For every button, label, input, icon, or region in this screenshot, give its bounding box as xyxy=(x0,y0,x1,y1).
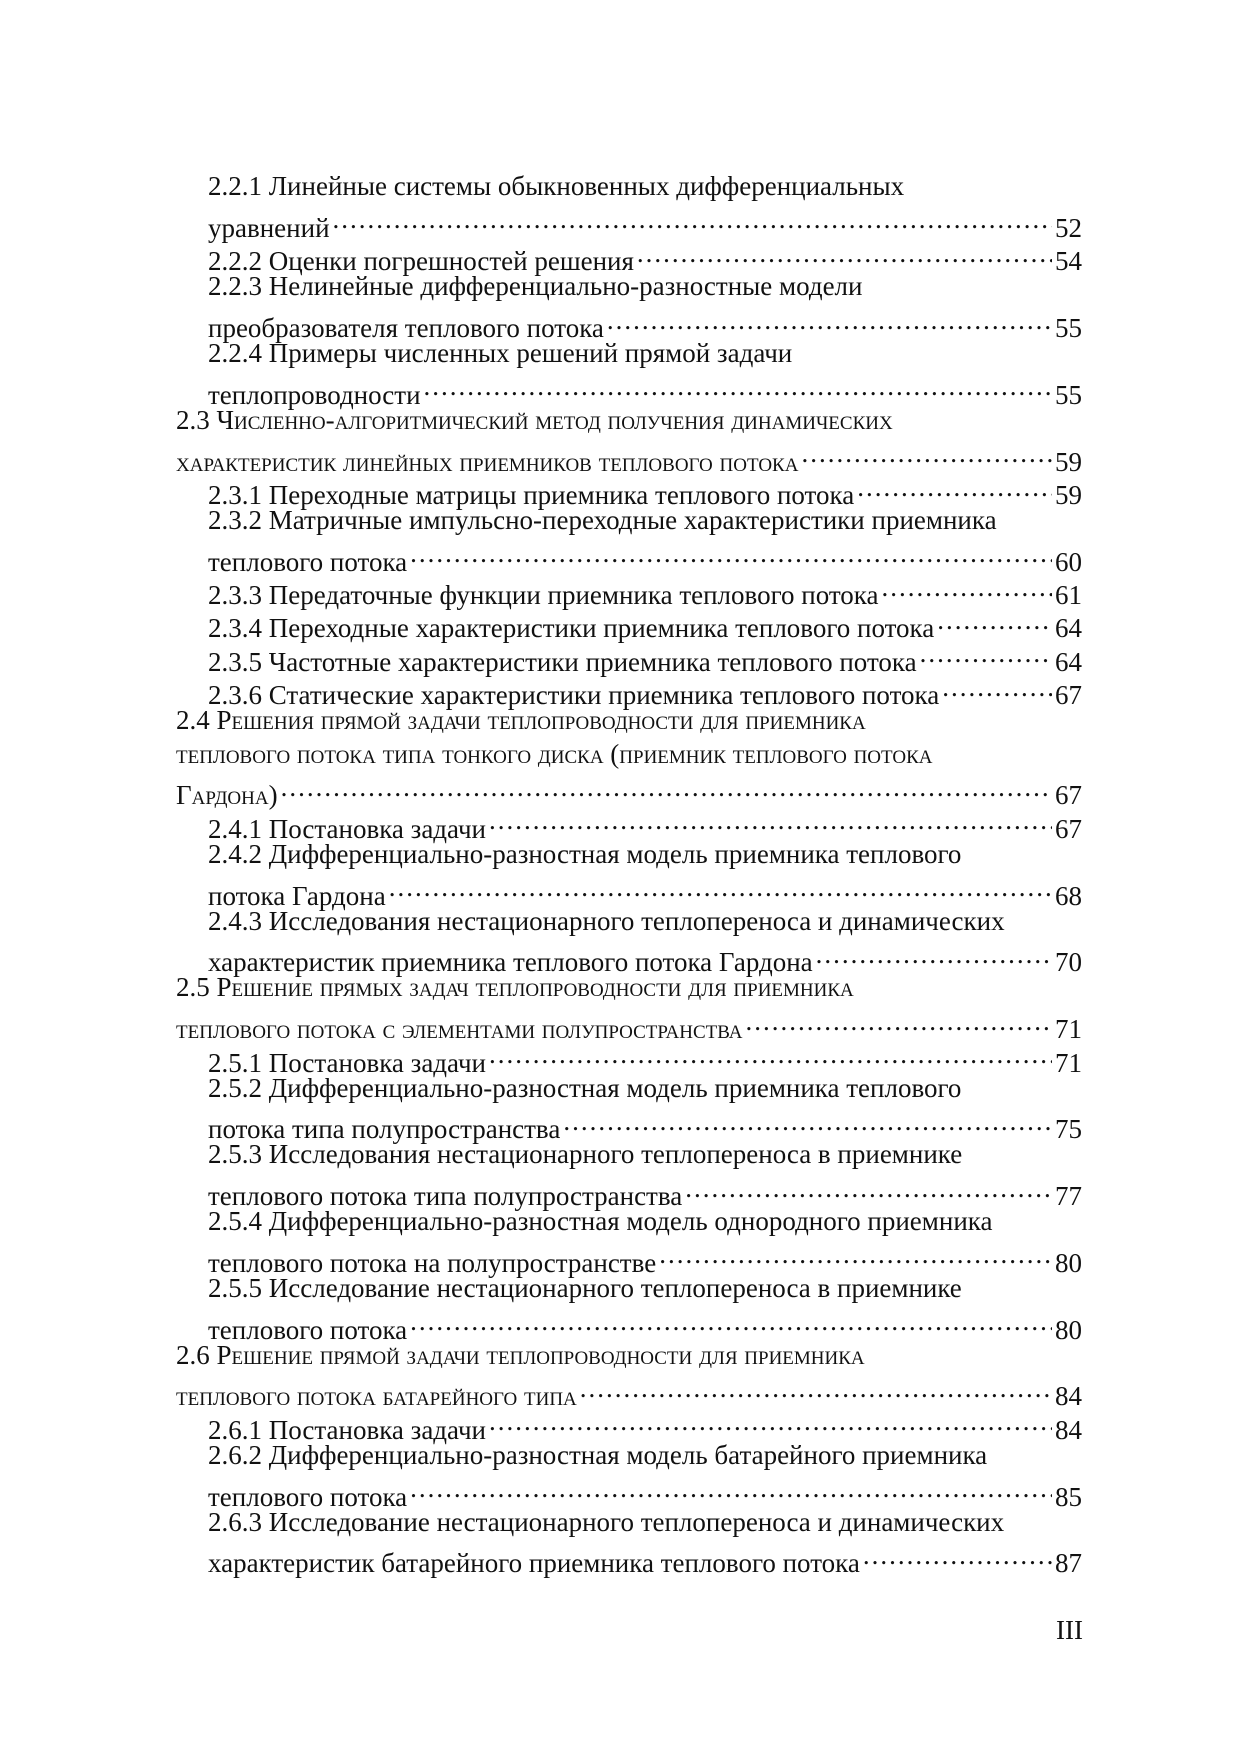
toc-entry-text: 2.6.3 Исследование нестационарного теплопереноса и динамических xyxy=(208,1506,1005,1537)
dot-leader xyxy=(745,1005,1052,1038)
toc-entry-text: 2.3.5 Частотные характеристики приемника теплового потока xyxy=(208,646,917,677)
toc-entry-line xyxy=(176,537,1082,577)
toc-entry-line xyxy=(176,370,1082,410)
toc-entry-line xyxy=(176,1105,1082,1145)
toc-page-number: 64 xyxy=(1055,613,1082,644)
toc-entry-line xyxy=(176,1472,1082,1512)
table-of-contents xyxy=(176,170,1082,1579)
toc-entry-text: 2.5.4 Дифференциально-разностная модель однородного приемника xyxy=(208,1206,993,1237)
toc-entry-line xyxy=(176,1272,1082,1305)
toc-entry-text: теплового потока на полупространстве xyxy=(208,1247,657,1278)
dot-leader xyxy=(659,1239,1052,1272)
toc-page-number: 84 xyxy=(1055,1381,1082,1412)
toc-entry-line xyxy=(176,1539,1082,1579)
toc-entry-line xyxy=(176,738,1082,771)
toc-page-number: 71 xyxy=(1055,1047,1082,1078)
dot-leader xyxy=(281,771,1052,804)
toc-entry-line xyxy=(176,704,1082,737)
dot-leader xyxy=(937,604,1052,637)
toc-page-number: 64 xyxy=(1055,646,1082,677)
toc-entry-line xyxy=(176,838,1082,871)
toc-page-number: 80 xyxy=(1055,1314,1082,1345)
toc-entry xyxy=(176,1072,1082,1145)
dot-leader xyxy=(801,437,1052,470)
toc-entry-text: 2.5.2 Дифференциально-разностная модель приемника теплового xyxy=(208,1072,962,1103)
toc-entry-text: 2.4.3 Исследования нестационарного теплопереноса и динамических xyxy=(208,905,1005,936)
toc-entry-text: 2.3.4 Переходные характеристики приемника теплового потока xyxy=(208,613,935,644)
toc-entry-text: теплового потока с элементами полупространства xyxy=(176,1014,743,1045)
dot-leader xyxy=(410,1472,1052,1505)
toc-entry xyxy=(176,905,1082,978)
toc-entry-text: теплового потока батарейного типа xyxy=(176,1381,577,1412)
toc-entry-line xyxy=(176,1172,1082,1212)
dot-leader xyxy=(333,203,1052,236)
dot-leader xyxy=(563,1105,1052,1138)
dot-leader xyxy=(410,537,1052,570)
toc-entry xyxy=(176,1439,1082,1512)
dot-leader xyxy=(637,237,1052,270)
toc-entry-line xyxy=(176,804,1082,844)
toc-entry xyxy=(176,1272,1082,1345)
toc-entry-text: 2.5.5 Исследование нестационарного теплопереноса в приемнике xyxy=(208,1272,962,1303)
toc-entry-text: преобразователя теплового потока xyxy=(208,312,604,343)
toc-entry-text: 2.5.1 Постановка задачи xyxy=(208,1047,486,1078)
toc-page-number: 87 xyxy=(1055,1548,1082,1579)
toc-entry-text: 2.2.1 Линейные системы обыкновенных дифференциальных xyxy=(208,171,905,201)
toc-entry-line xyxy=(176,1138,1082,1171)
toc-page-number: 77 xyxy=(1055,1181,1082,1212)
dot-leader xyxy=(920,637,1052,670)
dot-leader xyxy=(857,471,1052,504)
toc-page-number: 54 xyxy=(1055,246,1082,277)
dot-leader xyxy=(881,571,1052,604)
toc-entry-line xyxy=(176,905,1082,938)
toc-entry-text: 2.3.1 Переходные матрицы приемника теплового потока xyxy=(208,479,855,510)
toc-entry-line xyxy=(176,437,1082,477)
toc-entry-text: потока типа полупространства xyxy=(208,1114,561,1145)
dot-leader xyxy=(424,370,1052,403)
toc-entry xyxy=(176,1205,1082,1278)
toc-entry-text: характеристик линейных приемников теплового потока xyxy=(176,446,799,477)
toc-entry-line xyxy=(176,1506,1082,1539)
toc-entry-text: 2.4 Решения прямой задачи теплопроводности для приемника xyxy=(176,705,866,736)
toc-entry-text: теплопроводности xyxy=(208,379,421,410)
toc-entry-text: теплового потока xyxy=(208,546,408,577)
toc-entry-line xyxy=(176,1072,1082,1105)
toc-entry xyxy=(176,838,1082,911)
page-number: III xyxy=(1056,1615,1083,1645)
toc-entry-text: теплового потока типа тонкого диска (приемник теплового потока xyxy=(176,738,933,769)
toc-entry xyxy=(176,504,1082,577)
toc-entry xyxy=(176,337,1082,410)
toc-page-number: 75 xyxy=(1055,1114,1082,1145)
toc-entry xyxy=(176,1339,1082,1412)
toc-page-number: 67 xyxy=(1055,680,1082,711)
toc-entry-line xyxy=(176,504,1082,537)
toc-page-number: 55 xyxy=(1055,379,1082,410)
toc-entry-line xyxy=(176,938,1082,978)
dot-leader xyxy=(580,1372,1052,1405)
dot-leader xyxy=(410,1305,1052,1338)
toc-page-number: 67 xyxy=(1055,813,1082,844)
toc-entry-text: 2.4.1 Постановка задачи xyxy=(208,813,486,844)
dot-leader xyxy=(816,938,1052,971)
toc-entry-text: 2.3.2 Матричные импульсно-переходные характеристики приемника xyxy=(208,504,997,535)
toc-entry-text: теплового потока типа полупространства xyxy=(208,1181,683,1212)
toc-entry-text: 2.2.3 Нелинейные дифференциально-разностные модели xyxy=(208,271,863,302)
toc-entry-text: 2.6.2 Дифференциально-разностная модель батарейного приемника xyxy=(208,1439,988,1470)
toc-entry xyxy=(176,404,1082,477)
toc-page-number: 59 xyxy=(1055,479,1082,510)
toc-entry-text: 2.2.4 Примеры численных решений прямой задачи xyxy=(208,337,793,368)
toc-page-number: 68 xyxy=(1055,880,1082,911)
toc-page-number: 60 xyxy=(1055,546,1082,577)
dot-leader xyxy=(389,871,1052,904)
toc-entry xyxy=(176,1506,1082,1579)
toc-entry-text: теплового потока xyxy=(208,1481,408,1512)
toc-entry-line xyxy=(176,971,1082,1004)
toc-entry-text: 2.5 Решение прямых задач теплопроводности для приемника xyxy=(176,972,854,1003)
toc-entry-line xyxy=(176,337,1082,370)
toc-entry-text: теплового потока xyxy=(208,1314,408,1345)
dot-leader xyxy=(863,1539,1052,1572)
dot-leader xyxy=(685,1172,1052,1205)
dot-leader xyxy=(489,1405,1052,1438)
toc-entry-text: 2.5.3 Исследования нестационарного теплопереноса в приемнике xyxy=(208,1139,963,1170)
toc-entry-line xyxy=(176,1239,1082,1278)
toc-page-number: 84 xyxy=(1055,1414,1082,1445)
toc-entry-text: 2.6.1 Постановка задачи xyxy=(208,1414,486,1445)
toc-entry-text: 2.3.6 Статические характеристики приемника теплового потока xyxy=(208,680,940,711)
toc-entry-text: уравнений xyxy=(208,212,330,243)
toc-entry xyxy=(176,1138,1082,1212)
toc-entry-text: 2.3.3 Передаточные функции приемника теплового потока xyxy=(208,580,879,611)
toc-entry-line xyxy=(176,304,1082,343)
toc-entry-text: 2.6 Решение прямой задачи теплопроводности для приемника xyxy=(176,1339,865,1370)
toc-entry-line xyxy=(176,404,1082,437)
toc-entry-text: 2.4.2 Дифференциально-разностная модель приемника теплового xyxy=(208,838,962,869)
toc-entry-line xyxy=(176,1439,1082,1472)
toc-entry-line xyxy=(176,1339,1082,1372)
toc-page-number: 71 xyxy=(1055,1014,1082,1045)
toc-entry-text: 2.2.2 Оценки погрешностей решения xyxy=(208,246,634,277)
toc-page-number: 59 xyxy=(1055,446,1082,477)
toc-entry-text: характеристик приемника теплового потока Гардона xyxy=(208,947,813,978)
dot-leader xyxy=(489,1038,1052,1071)
toc-entry-line xyxy=(176,871,1082,911)
toc-entry xyxy=(176,170,1082,243)
toc-entry-line xyxy=(176,203,1082,243)
toc-entry-line xyxy=(176,1205,1082,1238)
toc-entry xyxy=(176,971,1082,1045)
toc-entry-line xyxy=(176,1305,1082,1345)
toc-page-number: 61 xyxy=(1055,580,1082,611)
toc-page-number: 70 xyxy=(1055,947,1082,978)
toc-page-number: 67 xyxy=(1055,780,1082,811)
toc-page-number: 55 xyxy=(1055,312,1082,343)
toc-entry xyxy=(176,804,1082,844)
dot-leader xyxy=(489,804,1052,837)
dot-leader xyxy=(942,671,1052,704)
toc-page-number: 80 xyxy=(1055,1247,1082,1278)
toc-entry-text: 2.3 Численно-алгоритмический метод получения динамических xyxy=(176,404,893,435)
toc-entry-line xyxy=(176,1005,1082,1045)
toc-entry xyxy=(176,270,1082,343)
toc-entry-line xyxy=(176,771,1082,811)
dot-leader xyxy=(607,304,1052,337)
toc-entry-text: Гардона) xyxy=(176,780,278,811)
toc-entry xyxy=(176,704,1082,811)
toc-entry-text: потока Гардона xyxy=(208,880,386,911)
toc-page-number: 52 xyxy=(1055,212,1082,243)
toc-page-number: 85 xyxy=(1055,1481,1082,1512)
toc-entry-text: характеристик батарейного приемника теплового потока xyxy=(208,1548,860,1579)
toc-entry-line xyxy=(176,270,1082,303)
toc-entry-line xyxy=(176,1372,1082,1412)
toc-entry-line xyxy=(176,170,1082,203)
